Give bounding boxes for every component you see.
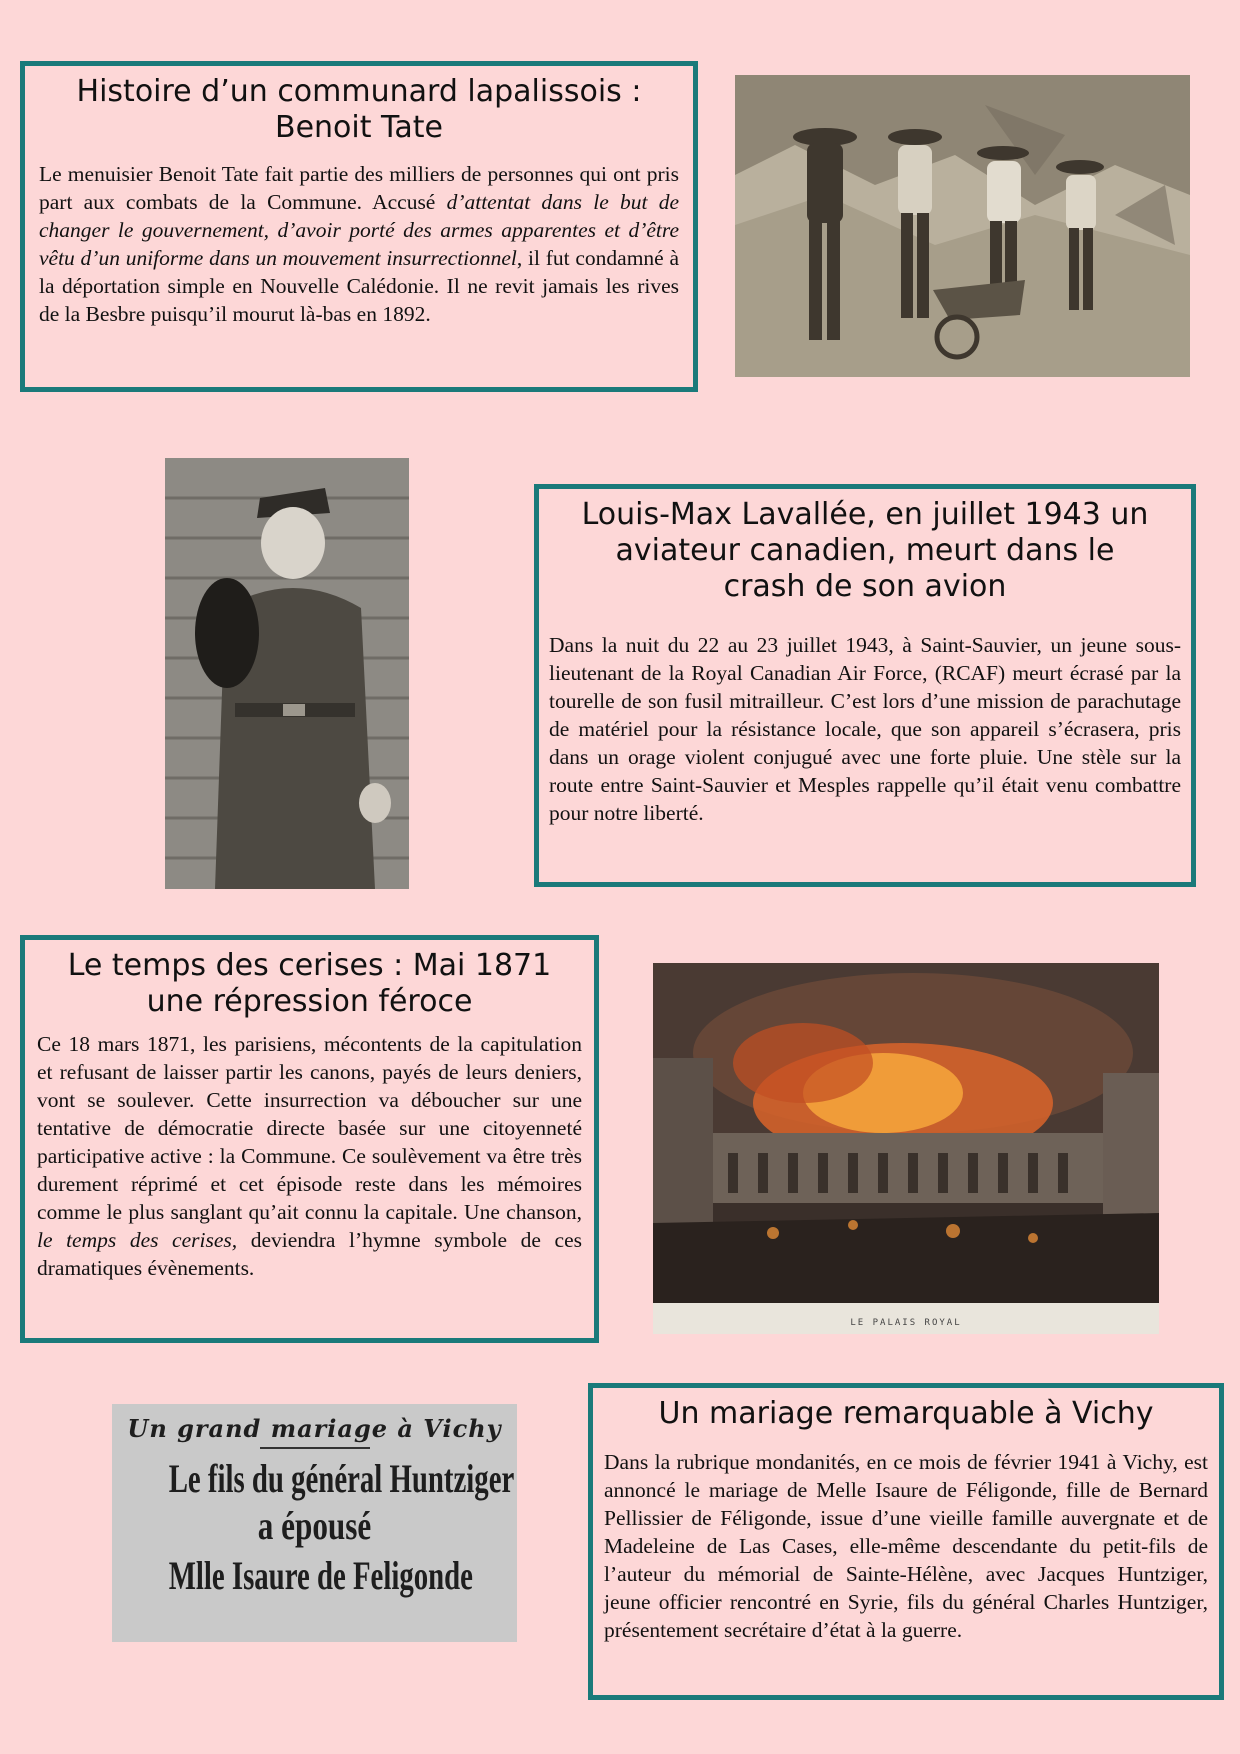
clipping-headline-2: a épousé — [257, 1503, 372, 1548]
article-lavallee — [534, 484, 1196, 887]
photo-workers — [735, 75, 1190, 377]
clipping-headline-3: Mlle Isaure de Feligonde — [168, 1553, 473, 1598]
article-body: Ce 18 mars 1871, les parisiens, mécontents de la capitulation et refusant de laisser partir les canons, payés de leurs deniers, vont se soulever. Cette insurrection va déboucher sur une tentative de démocratie directe basée sur une citoyenneté participative active : la Commune. Ce soulèvement va être très durement réprimé et cet épisode reste dans les mémoires comme le plus sanglant qu’ait connu la capitale. Une chanson, le temps des cerises, deviendra l’hymne symbole de ces dramatiques évènements. — [37, 1032, 582, 1280]
clipping-headline-1: Le fils du général Huntziger — [168, 1456, 515, 1501]
painting-caption: LE PALAIS ROYAL — [850, 1318, 962, 1328]
article-body: Dans la rubrique mondanités, en ce mois de février 1941 à Vichy, est annoncé le mariage de Melle Isaure de Féligonde, fille de Bernard Pellissier de Féligonde, issue d’une vieille famille auvergnate et de Madeleine de Las Cases, elle-même descendante du petit-fils de l’auteur du mémorial de Sainte-Hélène, avec Jacques Huntziger, jeune officier rencontré en Syrie, fils du général Charles Huntziger, présentement secrétaire d’état à la guerre. — [604, 1450, 1208, 1642]
article-title: Le temps des cerises : Mai 1871 une répression féroce — [67, 948, 552, 1019]
article-mariage-vichy — [588, 1383, 1224, 1700]
article-temps-des-cerises — [20, 935, 599, 1343]
article-title: Un mariage remarquable à Vichy — [658, 1396, 1154, 1431]
clipping-kicker: Un grand mariage à Vichy — [127, 1414, 502, 1443]
article-title: Histoire d’un communard lapalissois : Benoit Tate — [76, 74, 642, 145]
article-title: Louis-Max Lavallée, en juillet 1943 un aviateur canadien, meurt dans le crash de son avion — [581, 497, 1149, 604]
photo-aviator — [165, 458, 409, 889]
article-body: Le menuisier Benoit Tate fait partie des milliers de personnes qui ont pris part aux combats de la Commune. Accusé d’attentat dans le but de changer le gouvernement, d’avoir porté des armes apparentes et d’être vêtu d’un uniforme dans un mouvement insurrectionnel, il fut condamné à la déportation simple en Nouvelle Calédonie. Il ne revit jamais les rives de la Besbre puisqu’il mourut là-bas en 1892. — [39, 162, 679, 326]
article-benoit-tate — [20, 61, 698, 392]
painting-palais-royal — [653, 963, 1159, 1334]
article-body: Dans la nuit du 22 au 23 juillet 1943, à Saint-Sauvier, un jeune sous-lieutenant de la Royal Canadian Air Force, (RCAF) meurt écrasé par la tourelle de son fusil mitrailleur. C’est lors d’une mission de parachutage de matériel pour la résistance locale, que son appareil s’écrasera, pris dans un orage violent conjugué avec une forte pluie. Une stèle sur la route entre Saint-Sauvier et Mesples rappelle qu’il était venu combattre pour notre liberté. — [549, 633, 1181, 825]
clipping-rule — [260, 1447, 370, 1449]
newspaper-clipping — [112, 1404, 517, 1642]
